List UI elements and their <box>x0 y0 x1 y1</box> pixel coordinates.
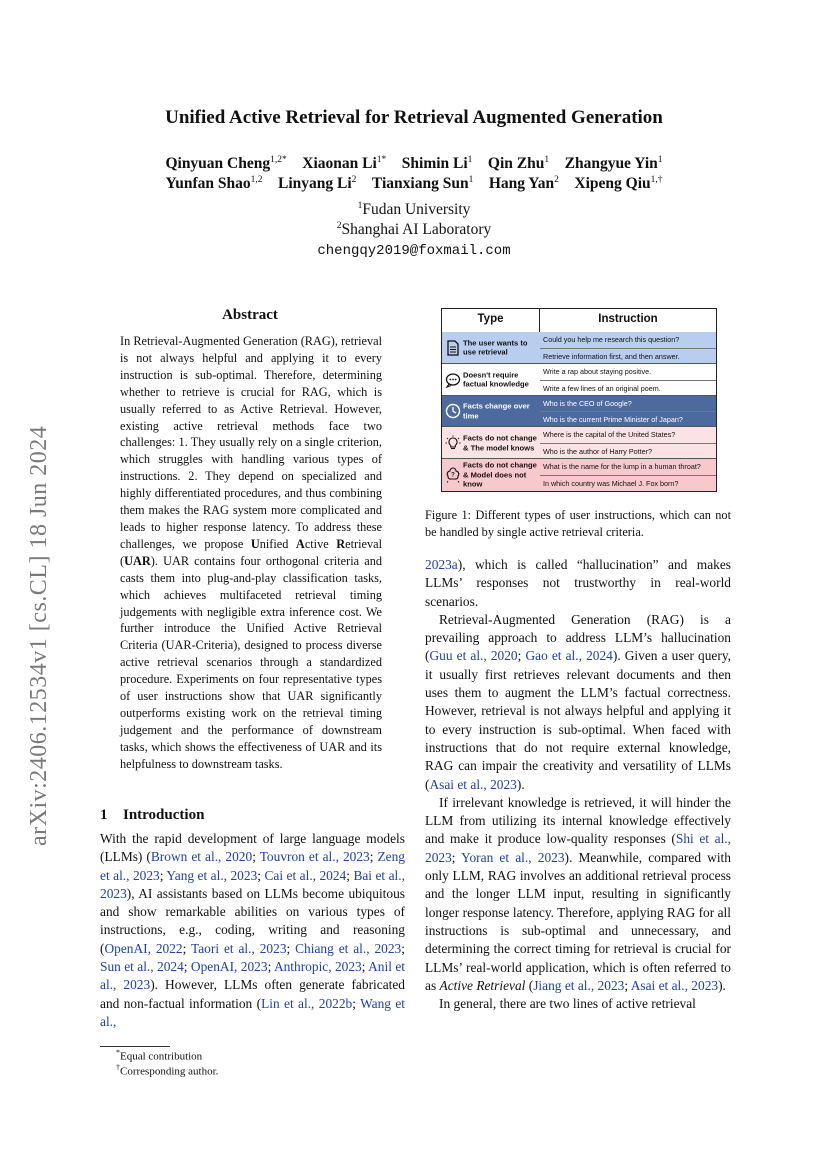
instruction-example: Write a rap about staying positive. <box>543 366 652 376</box>
instruction-type-group <box>442 332 716 364</box>
citation-link[interactable]: OpenAI, 2023 <box>190 959 268 975</box>
citation-link[interactable]: 2023a <box>425 557 458 572</box>
abstract-text-a: In Retrieval-Augmented Generation (RAG), retrieval is not always helpful and applying it to every instruction is sub-optimal. Therefore, determining whether to retrieve is crucial for RAG, which is usually referred to as Active Retrieval. However, existing active retrieval methods face two challenges: 1. They usually rely on a single criterion, which struggles with handling various types of instructions. 2. They depend on specialized and highly differentiated procedures, and thus combining them makes the RAG system more complicated and leads to higher response latency. To address these challenges, we propose <box>120 334 382 551</box>
citation-link[interactable]: Guu et al., 2020 <box>429 648 518 664</box>
paragraph-rag: Retrieval-Augmented Generation (RAG) is a prevailing approach to address LLM’s hallucination (Guu et al., 2020; Gao et al., 2024). Given a user query, it usually first retrieves relevant documents and then uses them to augment the LLM’s factual correctness. However, retrieval is not always helpful and applying it to every instruction is sub-optimal. When faced with instructions that do not require external knowledge, RAG can impair the creativity and versatility of LLMs (Asai et al., 2023). <box>425 611 731 792</box>
type-label: Doesn't require factual knowledge <box>463 370 529 389</box>
document-icon <box>445 340 461 356</box>
citation-link[interactable]: Anil et al., 2023 <box>100 959 405 993</box>
chat-bubble-icon <box>445 372 461 388</box>
type-cell <box>442 364 539 396</box>
citation-link[interactable]: Sun et al., 2024 <box>100 959 184 975</box>
author: Shimin Li$^1$ <box>401 155 473 173</box>
instruction-example: What is the name for the lump in a human throat? <box>543 462 701 472</box>
clock-icon <box>445 403 461 419</box>
instruction-type-group <box>442 396 716 428</box>
figure-1-table <box>441 308 717 492</box>
citation-link[interactable]: Bai et al., 2023 <box>100 867 405 901</box>
citation-link[interactable]: Gao et al., 2024 <box>525 648 613 664</box>
author: Linyang Li$^2$ <box>278 175 357 193</box>
introduction-paragraph: With the rapid development of large language models (LLMs) (Brown et al., 2020; Touvron et al., 2023; Zeng et al., 2023; Yang et al., 2023; Cai et al., 2024; Bai et al., 2023), AI assistants based on LLMs become ubiquitous and show remarkable abilities on various types of instructions, e.g., coding, writing and reasoning (OpenAI, 2022; Taori et al., 2023; Chiang et al., 2023; Sun et al., 2024; OpenAI, 2023; Anthropic, 2023; Anil et al., 2023). However, LLMs often generate fabricated and non-factual information (Lin et al., 2022b; Wang et al., <box>100 831 405 1029</box>
citation-link[interactable]: Yang et al., 2023 <box>166 867 258 883</box>
instruction-type-group <box>442 459 716 491</box>
type-cell <box>442 396 539 428</box>
paper-title: Unified Active Retrieval for Retrieval Augmented Generation <box>165 107 663 128</box>
instruction-type-group <box>442 364 716 396</box>
type-cell <box>442 459 539 491</box>
instruction-type-group <box>442 427 716 459</box>
type-cell <box>442 427 539 459</box>
author: Qin Zhu$^1$ <box>487 155 550 173</box>
author: Xiaonan $Li^{1*}$ <box>302 155 387 173</box>
instruction-example: Who is the current Prime Minister of Japan? <box>540 411 716 427</box>
instruction-example: Retrieve information first, and then answer. <box>540 348 716 364</box>
paragraph-irrelevant-knowledge: If irrelevant knowledge is retrieved, it will hinder the LLM from utilizing its internal knowledge effectively and make it produce low-quality responses (Shi et al., 2023; Yoran et al., 2023). Meanwhile, compared with only LLM, RAG involves an additional retrieval process and the longer LLM input, resulting in significantly longer response latency. Therefore, applying RAG for all instructions is sub-optimal and unnecessary, and determining the correct timing for retrieval is crucial for LLMs’ real-world application, which is often referred to as Active Retrieval (Jiang et al., 2023; Asai et al., 2023). <box>425 794 731 993</box>
instruction-example: Where is the capital of the United States? <box>543 430 676 440</box>
affiliation-mark: 1 <box>357 201 363 211</box>
citation-link[interactable]: Asai et al., 2023 <box>429 776 517 792</box>
right-column-body <box>425 556 731 1013</box>
instruction-example: Who is the CEO of Google? <box>543 398 632 408</box>
author: Hang Yan$^2$ <box>488 175 559 193</box>
abstract-heading: Abstract <box>222 307 278 323</box>
instruction-example: Could you help me research this question? <box>543 335 680 344</box>
affiliation-name: Fudan University <box>362 201 471 219</box>
author-list-line2 <box>0 175 828 193</box>
author: Tianxiang Sun$^1$ <box>371 175 474 193</box>
type-label: Facts do not change & The model knows <box>463 433 537 453</box>
paragraph-active-retrieval-lines: In general, there are two lines of active retrieval <box>439 996 696 1012</box>
header-instruction: Instruction <box>598 313 658 325</box>
citation-link[interactable]: OpenAI, 2022 <box>104 940 183 956</box>
citation-link[interactable]: Lin et al., 2022b <box>261 995 353 1011</box>
affiliation-2 <box>0 221 828 239</box>
section-title: Introduction <box>123 807 205 823</box>
citation-link[interactable]: Anthropic, 2023 <box>273 959 362 975</box>
author: Yunfan Shao$^{1,2}$ <box>165 175 263 193</box>
emphasized-term: Active Retrieval <box>439 977 526 993</box>
citation-link[interactable]: Shi et al., 2023 <box>425 831 731 865</box>
figure-1-caption: Figure 1: Different types of user instructions, which can not be handled by single active retrieval criteria. <box>425 508 731 539</box>
section-number: 1 <box>100 807 108 823</box>
citation-link[interactable]: Touvron et al., 2023 <box>259 849 370 865</box>
affiliation-name: Shanghai AI Laboratory <box>341 221 492 239</box>
brain-question-icon <box>445 467 461 483</box>
citation-link[interactable]: Zeng et al., 2023 <box>100 849 405 883</box>
abstract-body: In Retrieval-Augmented Generation (RAG), retrieval is not always helpful and applying it to every instruction is sub-optimal. Therefore, determining whether to retrieve is crucial for RAG, which is usually referred to as Active Retrieval. However, existing active retrieval methods face two challenges: 1. They usually rely on a single criterion, which struggles with handling various types of instructions. 2. They depend on specialized and highly differentiated procedures, and thus combining them makes the RAG system more complicated and leads to higher response latency. To address these challenges, we propose Unified Active Retrieval (UAR). UAR contains four orthogonal criteria and casts them into plug-and-play classification tasks, which achieves multifaceted retrieval timing judgements with negligible extra inference cost. We further introduce the Unified Active Retrieval Criteria (UAR-Criteria), designed to process diverse active retrieval scenarios through a standardized procedure. Experiments on four representative types of user instructions show that UAR significantly outperforms existing work on the retrieval timing judgement and the performance of downstream tasks, which shows the effectiveness of UAR and its helpfulness to downstream tasks. <box>120 334 382 771</box>
author: Zhangyue Yin$^1$ <box>564 155 663 173</box>
citation-link[interactable]: Cai et al., 2024 <box>264 867 347 883</box>
author-email: chengqy2019@foxmail.com <box>317 243 511 259</box>
header-type: Type <box>477 313 504 325</box>
type-label: The user wants to use retrieval <box>463 338 528 357</box>
method-name: Unified Active Retrieval <box>250 536 382 551</box>
citation-link[interactable]: Yoran et al., 2023 <box>461 849 565 865</box>
author-list-line1 <box>0 155 828 173</box>
arxiv-identifier: arXiv:2406.12534v1 [cs.CL] 18 Jun 2024 <box>26 425 52 846</box>
affiliation-mark: 2 <box>336 221 342 231</box>
footnote-equal-contribution: *Equal contribution <box>116 1048 203 1063</box>
citation-link[interactable]: Jiang et al., 2023 <box>533 977 625 993</box>
figure-table-header <box>442 309 716 333</box>
author: Xipeng Qiu$^{1,\dagger}$ <box>574 175 663 193</box>
type-label: Facts do not change & Model does not know <box>463 460 537 489</box>
citation-link[interactable]: Chiang et al., 2023 <box>295 940 402 956</box>
section-heading-introduction <box>100 807 204 824</box>
affiliation-1 <box>0 201 828 219</box>
footnote-corresponding-author: †Corresponding author. <box>116 1063 219 1078</box>
type-cell <box>442 332 539 364</box>
citation-link[interactable]: Wang et al., <box>100 995 405 1029</box>
citation-link[interactable]: Brown et al., 2020 <box>150 849 253 865</box>
lightbulb-icon <box>445 435 461 451</box>
type-label: Facts change over time <box>463 401 530 421</box>
instruction-example: Who is the author of Harry Potter? <box>540 443 716 459</box>
citation-link[interactable]: Taori et al., 2023 <box>191 940 287 956</box>
paragraph-hallucination: 2023a), which is called “hallucination” and makes LLMs’ responses not trustworthy in real-world scenarios. <box>425 557 731 609</box>
svg-text:?: ? <box>451 472 455 479</box>
instruction-example: In which country was Michael J. Fox born? <box>540 475 716 491</box>
instruction-example: Write a few lines of an original poem. <box>540 380 716 396</box>
footnote-rule <box>100 1046 170 1047</box>
citation-link[interactable]: Asai et al., 2023 <box>630 977 719 993</box>
abstract-text-b: ). UAR contains four orthogonal criteria and casts them into plug-and-play classification tasks, which achieves multifaceted retrieval timing judgements with negligible extra inference cost. We further introduce the Unified Active Retrieval Criteria (UAR-Criteria), designed to process diverse active retrieval scenarios through a standardized procedure. Experiments on four representative types of user instructions show that UAR significantly outperforms existing work on the retrieval timing judgement and the performance of downstream tasks, which shows the effectiveness of UAR and its helpfulness to downstream tasks. <box>120 553 382 771</box>
method-acronym: UAR <box>124 553 151 568</box>
author: Qinyuan Cheng$^{1,2*}$ <box>165 155 287 173</box>
